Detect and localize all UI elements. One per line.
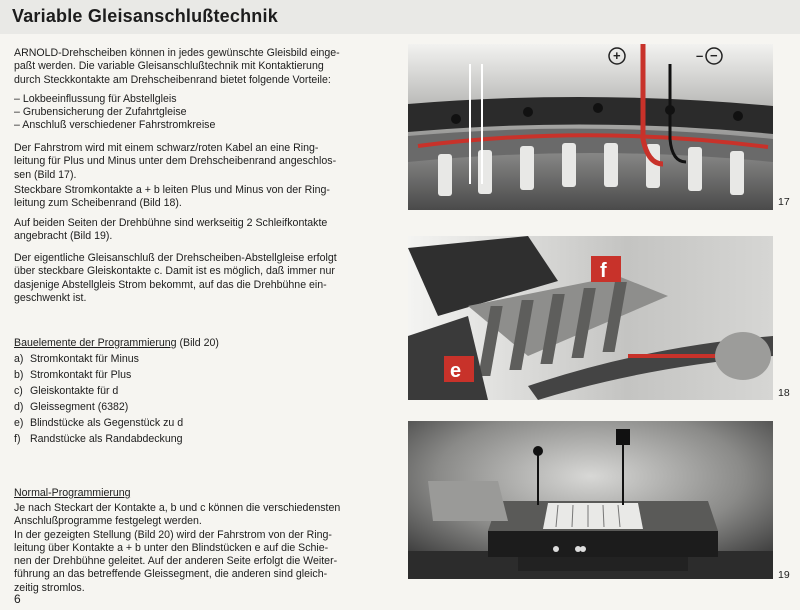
text-line: führung an das betreffende Gleissegment, die anderen sind gleich- [14, 568, 328, 581]
paragraph-schleifkontakte [14, 217, 386, 244]
section-heading: Normal-Programmierung [14, 487, 131, 499]
text-line: Der eigentliche Gleisanschluß der Drehscheiben-Abstellgleise erfolgt [14, 252, 337, 264]
text-line: Anschlußprogramme festgelegt werden. [14, 515, 202, 528]
item-key: f) [14, 433, 21, 445]
figure-number-19: 19 [778, 569, 790, 581]
turntable-bridge-illustration [408, 421, 773, 579]
text-line: dasjenige Abstellgleis Strom bekommt, auf das die Drehbühne ein- [14, 278, 327, 291]
item-text: Gleissegment (6382) [30, 401, 129, 413]
plus-symbol: + [613, 48, 621, 63]
list-item: – Grubensicherung der Zufahrtgleise [14, 106, 187, 118]
figure-number-17: 17 [778, 196, 790, 208]
label-f: f [600, 260, 607, 282]
text-line: Je nach Steckart der Kontakte a, b und c können die verschiedensten [14, 502, 341, 514]
item-key: c) [14, 385, 23, 397]
item-key: d) [14, 401, 24, 413]
paragraph-fahrstrom [14, 142, 386, 182]
item-text: Gleiskontakte für d [30, 385, 119, 397]
text-line: Auf beiden Seiten der Drehbühne sind werkseitig 2 Schleifkontakte [14, 217, 328, 229]
text-line: Steckbare Stromkontakte a + b leiten Plus und Minus von der Ring- [14, 184, 330, 196]
list-item [14, 385, 386, 401]
item-key: e) [14, 417, 24, 429]
text-line: zeitig stromlos. [14, 581, 85, 594]
normal-heading [14, 487, 386, 500]
contacts-illustration [408, 236, 773, 400]
item-key: a) [14, 353, 24, 365]
figure-number-18: 18 [778, 387, 790, 399]
list-item [14, 353, 386, 369]
text-line: durch Steckkontakte am Drehscheibenrand bietet folgende Vorteile: [14, 73, 331, 86]
label-e: e [450, 360, 462, 382]
text-line: paßt werden. Die variable Gleisanschlußtechnik mit Kontaktierung [14, 60, 324, 73]
text-line: über steckbare Gleiskontakte c. Damit ist es möglich, daß immer nur [14, 265, 335, 278]
turntable-ring-illustration [408, 44, 773, 210]
advantages-list [14, 93, 386, 132]
intro-paragraph [14, 47, 386, 87]
list-item [14, 417, 386, 433]
page-title: Variable Gleisanschlußtechnik [12, 6, 278, 26]
figure-19-photo [408, 421, 773, 579]
bauelemente-heading [14, 337, 386, 350]
section-heading: Bauelemente der Programmierung [14, 337, 177, 349]
list-item: – Anschluß verschiedener Fahrstromkreise [14, 119, 216, 131]
text-line: ARNOLD-Drehscheiben können in jedes gewünschte Gleisbild einge- [14, 47, 340, 59]
text-line: geschwenkt ist. [14, 291, 87, 304]
text-line: leitung für Plus und Minus unter dem Drehscheibenrand angeschlos- [14, 155, 337, 168]
paragraph-gleisanschluss [14, 252, 386, 305]
text-line: leitung über Kontakte a + b unter den Blindstücken e auf die Schie- [14, 541, 329, 554]
list-item [14, 433, 386, 449]
normal-paragraph [14, 502, 386, 595]
list-item [14, 401, 386, 417]
list-item [14, 369, 386, 385]
paragraph-stromkontakte [14, 184, 386, 211]
text-line: angebracht (Bild 19). [14, 230, 113, 243]
text-line: In der gezeigten Stellung (Bild 20) wird der Fahrstrom von der Ring- [14, 528, 332, 541]
minus-symbol: – [696, 48, 704, 63]
figure-reference: (Bild 20) [176, 337, 219, 349]
item-text: Stromkontakt für Minus [30, 353, 139, 365]
text-line: nen der Drehbühne geleitet. Auf der anderen Seite erfolgt die Weiter- [14, 555, 338, 568]
text-line: Der Fahrstrom wird mit einem schwarz/roten Kabel an eine Ring- [14, 142, 319, 154]
list-item: – Lokbeeinflussung für Abstellgleis [14, 93, 177, 105]
item-text: Randstücke als Randabdeckung [30, 433, 183, 445]
text-line: leitung zum Scheibenrand (Bild 18). [14, 197, 182, 210]
page-number: 6 [14, 592, 21, 606]
item-key: b) [14, 369, 24, 381]
item-text: Blindstücke als Gegenstück zu d [30, 417, 184, 429]
text-line: sen (Bild 17). [14, 168, 77, 181]
item-text: Stromkontakt für Plus [30, 369, 132, 381]
parts-list [14, 353, 386, 449]
minus-circle-symbol: − [710, 48, 718, 63]
figure-17-photo [408, 44, 773, 210]
figure-18-photo [408, 236, 773, 400]
